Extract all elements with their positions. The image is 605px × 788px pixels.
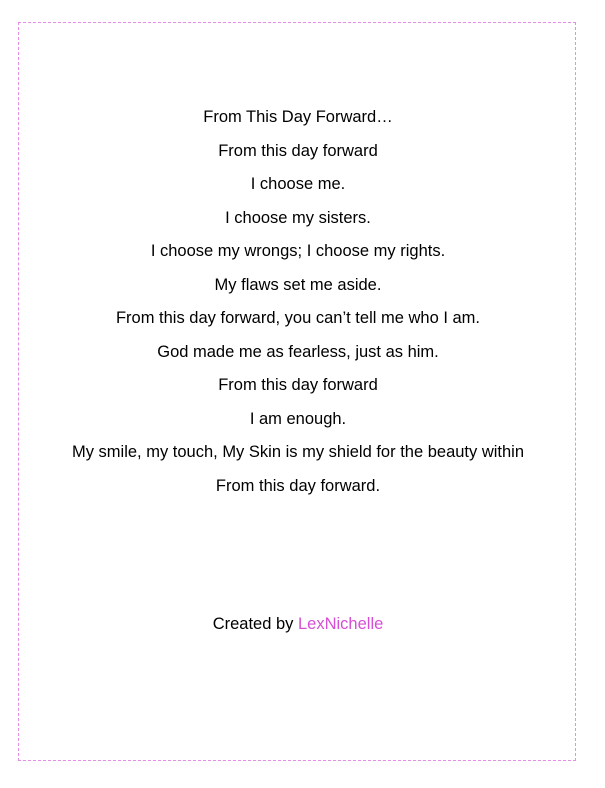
credit-prefix: Created by — [212, 615, 294, 633]
poem-line: God made me as fearless, just as him. — [157, 342, 439, 361]
poem-line: From this day forward, you can’t tell me who I am. — [115, 309, 481, 327]
poem — [60, 106, 536, 508]
poem-title: From This Day Forward… — [203, 108, 393, 126]
poem-line: From this day forward. — [215, 476, 381, 495]
poem-line: My flaws set me aside. — [214, 275, 382, 294]
credit-line — [0, 613, 596, 635]
poem-line: I am enough. — [249, 409, 347, 428]
poem-line: I choose me. — [250, 175, 346, 193]
poem-line: I choose my sisters. — [225, 208, 371, 227]
poem-line: I choose my wrongs; I choose my rights. — [150, 242, 446, 260]
poem-line: From this day forward — [218, 141, 378, 160]
poem-line: From this day forward — [218, 376, 378, 394]
credit-author: LexNichelle — [298, 615, 384, 633]
poem-line: My smile, my touch, My Skin is my shield for the beauty within — [71, 443, 525, 461]
